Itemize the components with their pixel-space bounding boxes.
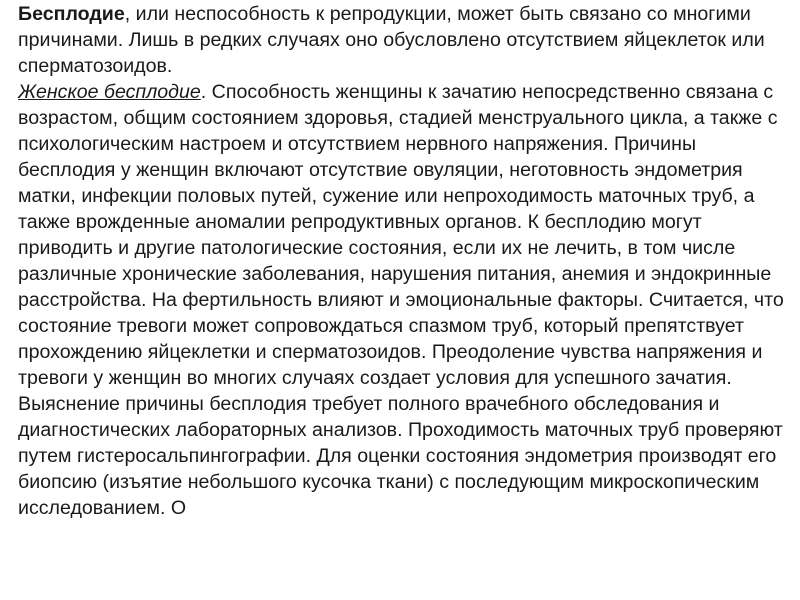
paragraph-diagnosis	[18, 391, 788, 521]
paragraph-text: . Способность женщины к зачатию непосредственно связана с возрастом, общим состоянием здоровья, стадией менструального цикла, а также с психологическим настроем и отсутствием нервного напряжения. Причины бесплодия у женщин включают отсутствие овуляции, неготовность эндометрия матки, инфекции половых путей, сужение или непроходимость маточных труб, а также врожденные аномалии репродуктивных органов. К бесплодию могут приводить и другие патологические состояния, если их не лечить, в том числе различные хронические заболевания, нарушения питания, анемия и эндокринные расстройства. На фертильность влияют и эмоциональные факторы. Считается, что состояние тревоги может сопровождаться спазмом труб, который препятствует прохождению яйцеклетки и сперматозоидов. Преодоление чувства напряжения и тревоги у женщин во многих случаях создает условия для успешного зачатия.	[18, 81, 784, 389]
term-female-infertility-link[interactable]: Женское бесплодие	[18, 81, 201, 103]
paragraph-infertility-definition	[18, 1, 788, 79]
document-body	[18, 1, 788, 521]
term-infertility: Бесплодие	[18, 3, 125, 25]
paragraph-text: , или неспособность к репродукции, может быть связано со многими причинами. Лишь в редких случаях оно обусловлено отсутствием яйцеклеток или сперматозоидов.	[18, 3, 765, 77]
paragraph-female-infertility	[18, 79, 788, 391]
paragraph-text: Выяснение причины бесплодия требует полного врачебного обследования и диагностических лабораторных анализов. Проходимость маточных труб проверяют путем гистеросальпингографии. Для оценки состояния эндометрия производят его биопсию (изъятие небольшого кусочка ткани) с последующим микроскопическим исследованием. О	[18, 393, 783, 519]
